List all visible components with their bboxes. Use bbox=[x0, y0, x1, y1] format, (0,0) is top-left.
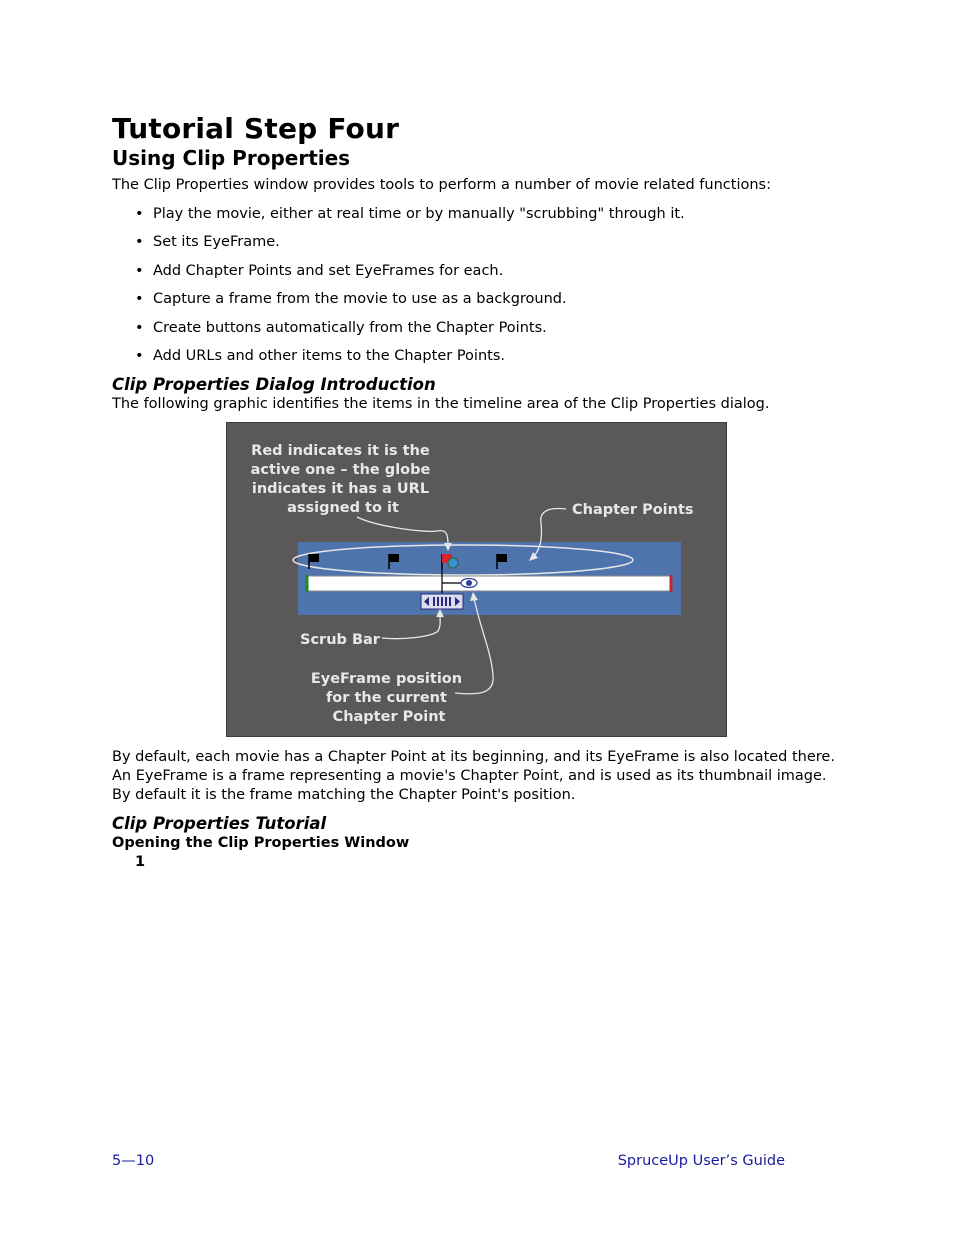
section-heading-dialog-intro: Clip Properties Dialog Introduction bbox=[112, 375, 436, 394]
callout-line-text: EyeFrame position bbox=[310, 671, 463, 687]
callout-line-text: active one – the globe bbox=[250, 462, 431, 478]
subsection-heading: Opening the Clip Properties Window bbox=[112, 835, 410, 851]
feature-list bbox=[112, 204, 685, 374]
list-item: • Add URLs and other items to the Chapter Points. bbox=[112, 346, 685, 374]
eye-icon bbox=[461, 579, 477, 588]
callout-line-text: indicates it has a URL bbox=[251, 481, 430, 497]
scrub-bar-handle bbox=[421, 594, 463, 609]
step-number: 1 bbox=[135, 854, 146, 870]
page-subtitle: Using Clip Properties bbox=[112, 146, 351, 170]
page-title: Tutorial Step Four bbox=[112, 112, 400, 145]
callout-line-text: assigned to it bbox=[287, 500, 399, 516]
list-item: • Create buttons automatically from the Chapter Points. bbox=[112, 318, 685, 346]
timeline-figure bbox=[226, 422, 727, 737]
callout-line-text: for the current bbox=[326, 690, 447, 706]
callout-red-text bbox=[251, 443, 436, 516]
intro-paragraph: The Clip Properties window provides tools to perform a number of movie related functions: bbox=[112, 177, 771, 193]
list-item: • Add Chapter Points and set EyeFrames for each. bbox=[112, 261, 685, 289]
callout-line bbox=[357, 517, 448, 545]
section-paragraph: The following graphic identifies the items in the timeline area of the Clip Properties dialog. bbox=[112, 396, 770, 412]
globe-icon bbox=[448, 558, 458, 568]
callout-line-text: Chapter Point bbox=[332, 709, 446, 725]
callout-eyeframe-text bbox=[311, 671, 467, 725]
list-item: • Play the movie, either at real time or by manually "scrubbing" through it. bbox=[112, 204, 685, 232]
timeline-illustration bbox=[227, 423, 726, 736]
callout-chapter-points: Chapter Points bbox=[572, 502, 694, 518]
page-number: 5—10 bbox=[112, 1153, 155, 1169]
callout-line bbox=[382, 615, 440, 639]
body-paragraph: By default, each movie has a Chapter Point at its beginning, and its EyeFrame is also located there. An EyeFrame is a frame representing a movie's Chapter Point, and is used as its thumbnail image. By default it is the frame matching the Chapter Point's position. bbox=[112, 749, 835, 803]
callout-line-text: Red indicates it is the bbox=[251, 443, 430, 459]
callout-scrub-bar: Scrub Bar bbox=[300, 632, 380, 648]
list-item: • Set its EyeFrame. bbox=[112, 232, 685, 260]
timeline-track bbox=[307, 576, 671, 591]
section-heading-tutorial: Clip Properties Tutorial bbox=[112, 814, 327, 833]
footer-guide-title: SpruceUp User’s Guide bbox=[617, 1153, 785, 1169]
list-item: • Capture a frame from the movie to use as a background. bbox=[112, 289, 685, 317]
